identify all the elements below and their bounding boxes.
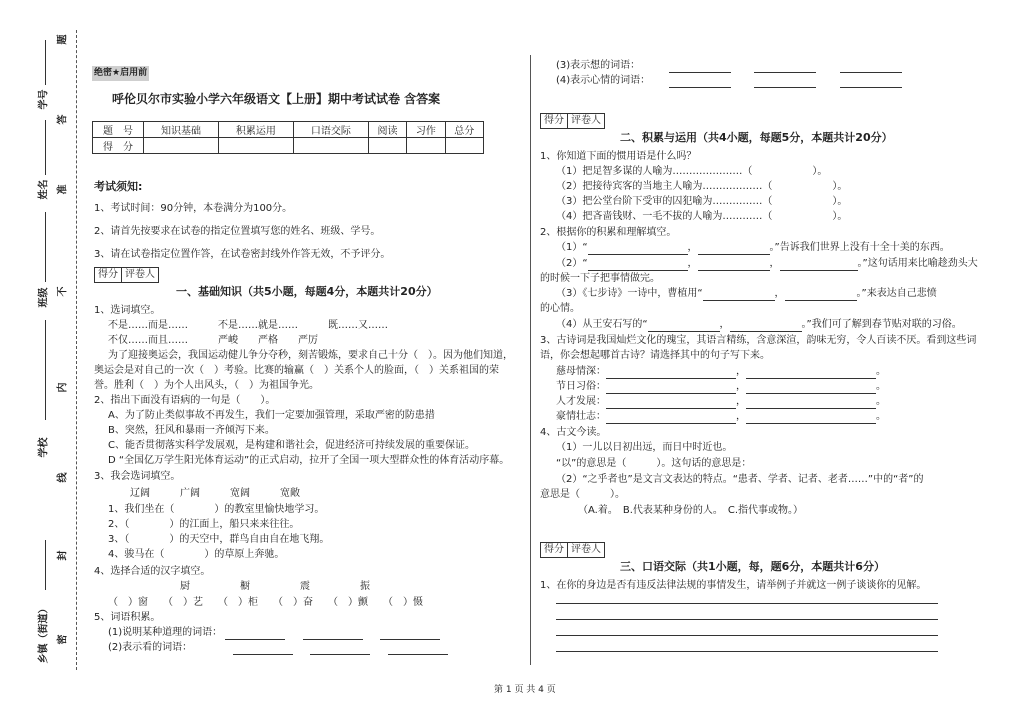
notice-item: 1、考试时间：90分钟，本卷满分为100分。	[94, 203, 293, 214]
s2-q1-item: （2）把接待宾客的当地主人喻为………………（ ）。	[556, 181, 848, 192]
s2-q2-2-cont: 的时候一下子把事情做完。	[540, 273, 660, 284]
score-table-cell: 口语交际	[293, 122, 368, 138]
side-label-ti: 题	[57, 34, 69, 45]
side-label-xuehao: 学号	[38, 89, 50, 110]
s2-q3-label: 慈母情深：	[556, 366, 606, 377]
s1-q3-item: 3、（ ）的天空中，群鸟自由自在地飞翔。	[108, 534, 330, 545]
section3-title: 三、口语交际（共1小题，每，题6分，本题共计6分）	[620, 560, 885, 573]
answer-blank[interactable]	[310, 643, 370, 655]
section2-title: 二、积累与运用（共4小题，每题5分，本题共计20分）	[620, 131, 893, 144]
s2-q2-2-comma: ，	[769, 258, 780, 269]
score-table-cell: 习作	[407, 122, 445, 138]
s2-q3-label: 豪情壮志：	[556, 411, 606, 422]
side-label-xingming: 姓名	[38, 179, 50, 200]
answer-blank[interactable]	[225, 628, 285, 640]
answer-blank[interactable]	[785, 289, 857, 301]
section1-title: 一、基础知识（共5小题，每题4分，本题共计20分）	[176, 285, 438, 298]
s2-q1-item: （4）把吝啬钱财、一毛不拔的人喻为…………（ ）。	[556, 211, 848, 222]
s2-q2-2-open: （2）“	[556, 258, 588, 269]
s1-q1-text: 为了迎接奥运会，我国运动健儿争分夺秒，刻苦锻炼，要求自己十分（ ）。因为他们知道，	[108, 350, 513, 361]
side-label-banji: 班级	[38, 287, 50, 308]
grader-score-label: 得分	[544, 115, 564, 126]
s2-q4-options: （A.着。 B.代表某种身份的人。 C.指代事或物。）	[578, 505, 804, 516]
notice-item: 2、请首先按要求在试卷的指定位置填写您的姓名、班级、学号。	[94, 226, 381, 237]
s1-q1: 1、选词填空。	[94, 305, 161, 316]
s1-q4-fill: （ ）窗 （ ）艺 （ ）柜 （ ）奋 （ ）颤 （ ）慑	[108, 597, 423, 608]
s1-q3-words: 辽阔 广阔 宽阔 宽敞	[130, 488, 300, 499]
s2-q2-1	[556, 240, 950, 255]
s1-q2-option: C、能否贯彻落实科学发展观，是构建和谐社会，促进经济可持续发展的重要保证。	[108, 440, 475, 451]
answer-blank[interactable]	[730, 320, 802, 332]
side-label-mi: 密	[57, 634, 69, 645]
s1-q3: 3、我会选词填空。	[94, 471, 181, 482]
answer-blank[interactable]	[698, 243, 770, 255]
s1-q3-item: 2、（ ）的江面上，船只来来往往。	[108, 519, 300, 530]
s1-q5-2-label: (2)表示看的词语：	[108, 642, 193, 653]
right-q5-3-label: (3)表示想的词语：	[556, 60, 641, 71]
s2-q4-1b: “以”的意思是（ ）。这句话的意思是：	[556, 458, 752, 469]
s2-q4-1: （1）一儿以日初出远，而日中时近也。	[556, 442, 733, 453]
score-input-cell[interactable]	[407, 138, 445, 154]
xuexiao-blank-line	[45, 320, 46, 420]
answer-blank[interactable]	[303, 628, 363, 640]
side-label-xiangzhen: 乡镇（街道）	[38, 603, 50, 664]
answer-blank[interactable]	[606, 382, 736, 394]
grader-reviewer-label: 评卷人	[121, 268, 158, 282]
s2-q1-item: （3）把公堂台阶下受审的囚犯喻为……………（ ）。	[556, 196, 848, 207]
s2-q3-label: 人才发展：	[556, 396, 606, 407]
score-table-score-row	[93, 138, 484, 154]
s2-q2-3-open: （3）《七步诗》一诗中，曹植用“	[556, 288, 703, 299]
side-label-bu: 不	[57, 286, 69, 297]
s2-q3-line: 节日习俗： ， 。	[556, 381, 886, 392]
xiangzhen-blank-line	[45, 540, 46, 590]
secret-stamp: 绝密★启用前	[92, 66, 149, 81]
s2-q4-2b: 意思是（ ）。	[540, 489, 625, 500]
s2-q2-3-cont: 的心情。	[540, 303, 580, 314]
banji-blank-line	[45, 212, 46, 282]
s1-q5-1	[108, 625, 440, 640]
answer-blank[interactable]	[669, 76, 731, 88]
answer-line[interactable]	[556, 651, 938, 652]
answer-blank[interactable]	[606, 412, 736, 424]
answer-line[interactable]	[556, 635, 938, 636]
side-label-xuexiao: 学校	[38, 437, 50, 458]
answer-blank[interactable]	[746, 397, 876, 409]
answer-blank[interactable]	[840, 76, 902, 88]
right-q5-4-label: (4)表示心情的词语：	[556, 75, 651, 86]
answer-blank[interactable]	[669, 61, 731, 73]
binding-dashed-line	[76, 30, 77, 670]
s1-q4: 4、选择合适的汉字填空。	[94, 566, 211, 577]
grader-box	[540, 113, 605, 129]
answer-blank[interactable]	[746, 412, 876, 424]
score-input-cell[interactable]	[368, 138, 406, 154]
side-label-da: 答	[57, 114, 69, 125]
s1-q2: 2、指出下面没有语病的一句是（ ）。	[94, 395, 276, 406]
answer-line[interactable]	[556, 619, 938, 620]
notice-heading: 考试须知:	[94, 180, 143, 193]
score-table	[92, 121, 484, 154]
s1-q4-chars: 厨 橱 震 振	[180, 581, 370, 592]
answer-blank[interactable]	[840, 61, 902, 73]
exam-title: 呼伦贝尔市实验小学六年级语文【上册】期中考试试卷 含答案	[112, 92, 441, 106]
s2-q2-4-tail: 。”我们可了解到春节贴对联的习俗。	[801, 319, 962, 330]
answer-blank[interactable]	[388, 643, 448, 655]
s2-q2-4	[556, 317, 962, 332]
xingming-blank-line	[45, 120, 46, 175]
side-label-feng: 封	[57, 550, 69, 561]
s2-q3-line: 人才发展： ， 。	[556, 396, 886, 407]
s3-q1: 1、在你的身边是否有违反法律法规的事情发生，请举例子并就这一例子谈谈你的见解。	[540, 580, 927, 591]
answer-blank[interactable]	[703, 289, 775, 301]
score-table-cell: 知识基础	[144, 122, 219, 138]
answer-line[interactable]	[556, 603, 938, 604]
right-q5-4	[556, 73, 902, 88]
s2-q2-3-comma: ，	[774, 288, 785, 299]
answer-blank[interactable]	[380, 628, 440, 640]
s1-q5-1-label: (1)说明某种道理的词语：	[108, 627, 223, 638]
s1-q5: 5、词语积累。	[94, 612, 161, 623]
answer-blank[interactable]	[588, 243, 688, 255]
right-q5-3	[556, 58, 902, 73]
s2-q2-4-open: （4）从王安石写的“	[556, 319, 648, 330]
score-input-cell[interactable]	[445, 138, 483, 154]
score-table-cell: 阅读	[368, 122, 406, 138]
page-footer: 第 1 页 共 4 页	[494, 685, 556, 695]
grader-score-label: 得分	[544, 544, 564, 555]
column-divider	[530, 55, 531, 665]
s1-q2-option: A、为了防止类似事故不再发生，我们一定要加强管理，采取严密的防患措	[108, 410, 435, 421]
s2-q3-line: 豪情壮志： ， 。	[556, 411, 886, 422]
side-label-xian: 线	[57, 472, 69, 483]
s2-q1-item: （1）把足智多谋的人喻为…………………（ ）。	[556, 166, 828, 177]
s2-q3-label: 节日习俗：	[556, 381, 606, 392]
answer-blank[interactable]	[606, 397, 736, 409]
s2-q2-1-open: （1）“	[556, 242, 588, 253]
s2-q2-3-tail: 。”来表达自己悲愤	[856, 288, 937, 299]
s1-q5-2	[108, 640, 448, 655]
answer-blank[interactable]	[746, 382, 876, 394]
s2-q2-2-comma: ，	[687, 258, 698, 269]
score-input-cell[interactable]	[293, 138, 368, 154]
s2-q2: 2、根据你的积累和理解填空。	[540, 227, 677, 238]
s1-q2-option: D “全国亿万学生阳光体育运动”的正式启动，拉开了全国一项大型群众性的体育活动序幕。	[108, 455, 510, 466]
answer-blank[interactable]	[780, 259, 858, 271]
s2-q3-cont: 语，你会想起哪首古诗？请选择其中的句子写下来。	[540, 350, 770, 361]
score-input-cell[interactable]	[144, 138, 219, 154]
answer-blank[interactable]	[588, 259, 688, 271]
s2-q2-3	[556, 286, 937, 301]
score-table-header-row	[93, 122, 484, 138]
side-label-zhun: 准	[57, 184, 69, 195]
score-table-cell: 总分	[445, 122, 483, 138]
s2-q2-2	[556, 256, 978, 271]
grader-score-label: 得分	[98, 269, 118, 280]
side-label-nei: 内	[57, 382, 69, 393]
score-input-cell[interactable]	[218, 138, 293, 154]
s1-q1-text: 奥运会是对自己的一次（ ）考验。比赛的输赢（ ）关系个人的脸面，（ ）关系祖国的荣	[94, 365, 499, 376]
s2-q1: 1、你知道下面的惯用语是什么吗？	[540, 151, 697, 162]
answer-blank[interactable]	[746, 367, 876, 379]
score-table-cell: 题 号	[93, 122, 144, 138]
score-table-cell: 得 分	[93, 138, 144, 154]
s1-q3-item: 1、我们坐在（ ）的教室里愉快地学习。	[108, 504, 325, 515]
s2-q2-4-comma: ，	[719, 319, 730, 330]
s1-q3-item: 4、骏马在（ ）的草原上奔驰。	[108, 549, 285, 560]
grader-box	[94, 267, 159, 283]
answer-blank[interactable]	[698, 259, 770, 271]
grader-box	[540, 542, 605, 558]
s2-q4-2: （2）“之乎者也”是文言文表达的特点。“患者、学者、记者、老者……”中的“者”的	[556, 474, 924, 485]
score-table-cell: 积累运用	[218, 122, 293, 138]
s2-q2-1-comma: ，	[687, 242, 698, 253]
xuehao-blank-line	[45, 40, 46, 85]
answer-blank[interactable]	[233, 643, 293, 655]
s2-q4: 4、古文今读。	[540, 427, 607, 438]
s2-q3: 3、古诗词是我国灿烂文化的瑰宝，其语言精练，含意深渲，韵味无穷，令人百读不厌。看到这些词	[540, 335, 977, 346]
s1-q1-words-b: 不仅……而且…… 严峻 严格 严厉	[108, 335, 318, 346]
s2-q3-line: 慈母情深： ， 。	[556, 366, 886, 377]
s1-q2-option: B、突然，狂风和暴雨一齐倾泻下来。	[108, 425, 275, 436]
s1-q1-words-a: 不是……而是…… 不是……就是…… 既……又……	[108, 320, 388, 331]
s2-q2-2-tail: 。”这句话用来比喻趁劲头大	[857, 258, 978, 269]
answer-blank[interactable]	[606, 367, 736, 379]
answer-blank[interactable]	[648, 320, 720, 332]
s1-q1-text: 誉。胜利（ ）为个人出风头，（ ）为祖国争光。	[94, 380, 319, 391]
answer-blank[interactable]	[754, 76, 816, 88]
answer-blank[interactable]	[754, 61, 816, 73]
s2-q2-1-tail: 。”告诉我们世界上没有十全十美的东西。	[769, 242, 950, 253]
grader-reviewer-label: 评卷人	[567, 114, 604, 128]
notice-item: 3、请在试卷指定位置作答，在试卷密封线外作答无效，不予评分。	[94, 249, 391, 260]
grader-reviewer-label: 评卷人	[567, 543, 604, 557]
